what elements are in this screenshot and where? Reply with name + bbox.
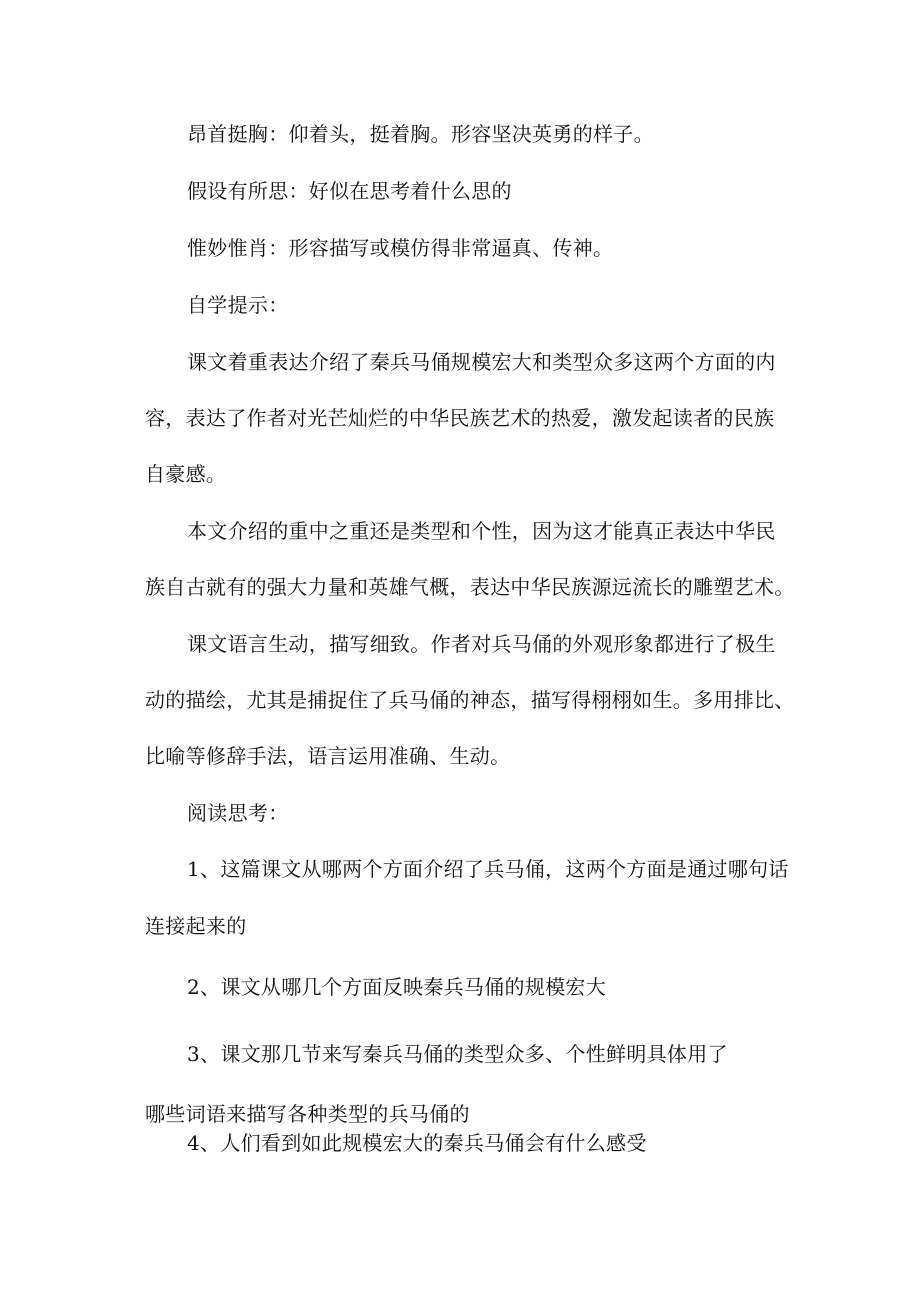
paragraph-line: 比喻等修辞手法，语言运用准确、生动。 [145, 744, 511, 768]
section-heading-questions: 阅读思考： [187, 801, 289, 825]
question-line: 1、这篇课文从哪两个方面介绍了兵马俑，这两个方面是通过哪句话 [187, 857, 789, 881]
paragraph-line: 课文着重表达介绍了秦兵马俑规模宏大和类型众多这两个方面的内 [187, 350, 776, 374]
question-line: 3、课文那几节来写秦兵马俑的类型众多、个性鲜明具体用了 [187, 1042, 728, 1066]
paragraph-line: 课文语言生动，描写细致。作者对兵马俑的外观形象都进行了极生 [187, 632, 776, 656]
question-line: 4、人们看到如此规模宏大的秦兵马俑会有什么感受 [187, 1131, 647, 1155]
paragraph-line: 动的描绘，尤其是捕捉住了兵马俑的神态，描写得栩栩如生。多用排比、 [145, 688, 795, 712]
definition-line: 昂首挺胸：仰着头，挺着胸。形容坚决英勇的样子。 [187, 122, 654, 146]
question-line: 哪些词语来描写各种类型的兵马俑的 [145, 1102, 470, 1126]
paragraph-line: 本文介绍的重中之重还是类型和个性，因为这才能真正表达中华民 [187, 519, 776, 543]
question-line: 2、课文从哪几个方面反映秦兵马俑的规模宏大 [187, 975, 607, 999]
section-heading-hints: 自学提示： [187, 293, 289, 317]
paragraph-line: 容，表达了作者对光芒灿烂的中华民族艺术的热爱，激发起读者的民族 [145, 406, 775, 430]
question-line: 连接起来的 [145, 914, 247, 938]
definition-line: 假设有所思：好似在思考着什么思的 [187, 179, 512, 203]
paragraph-line: 自豪感。 [145, 462, 227, 486]
definition-line: 惟妙惟肖：形容描写或模仿得非常逼真、传神。 [187, 236, 614, 260]
paragraph-line: 族自古就有的强大力量和英雄气概，表达中华民族源远流长的雕塑艺术。 [145, 575, 795, 599]
